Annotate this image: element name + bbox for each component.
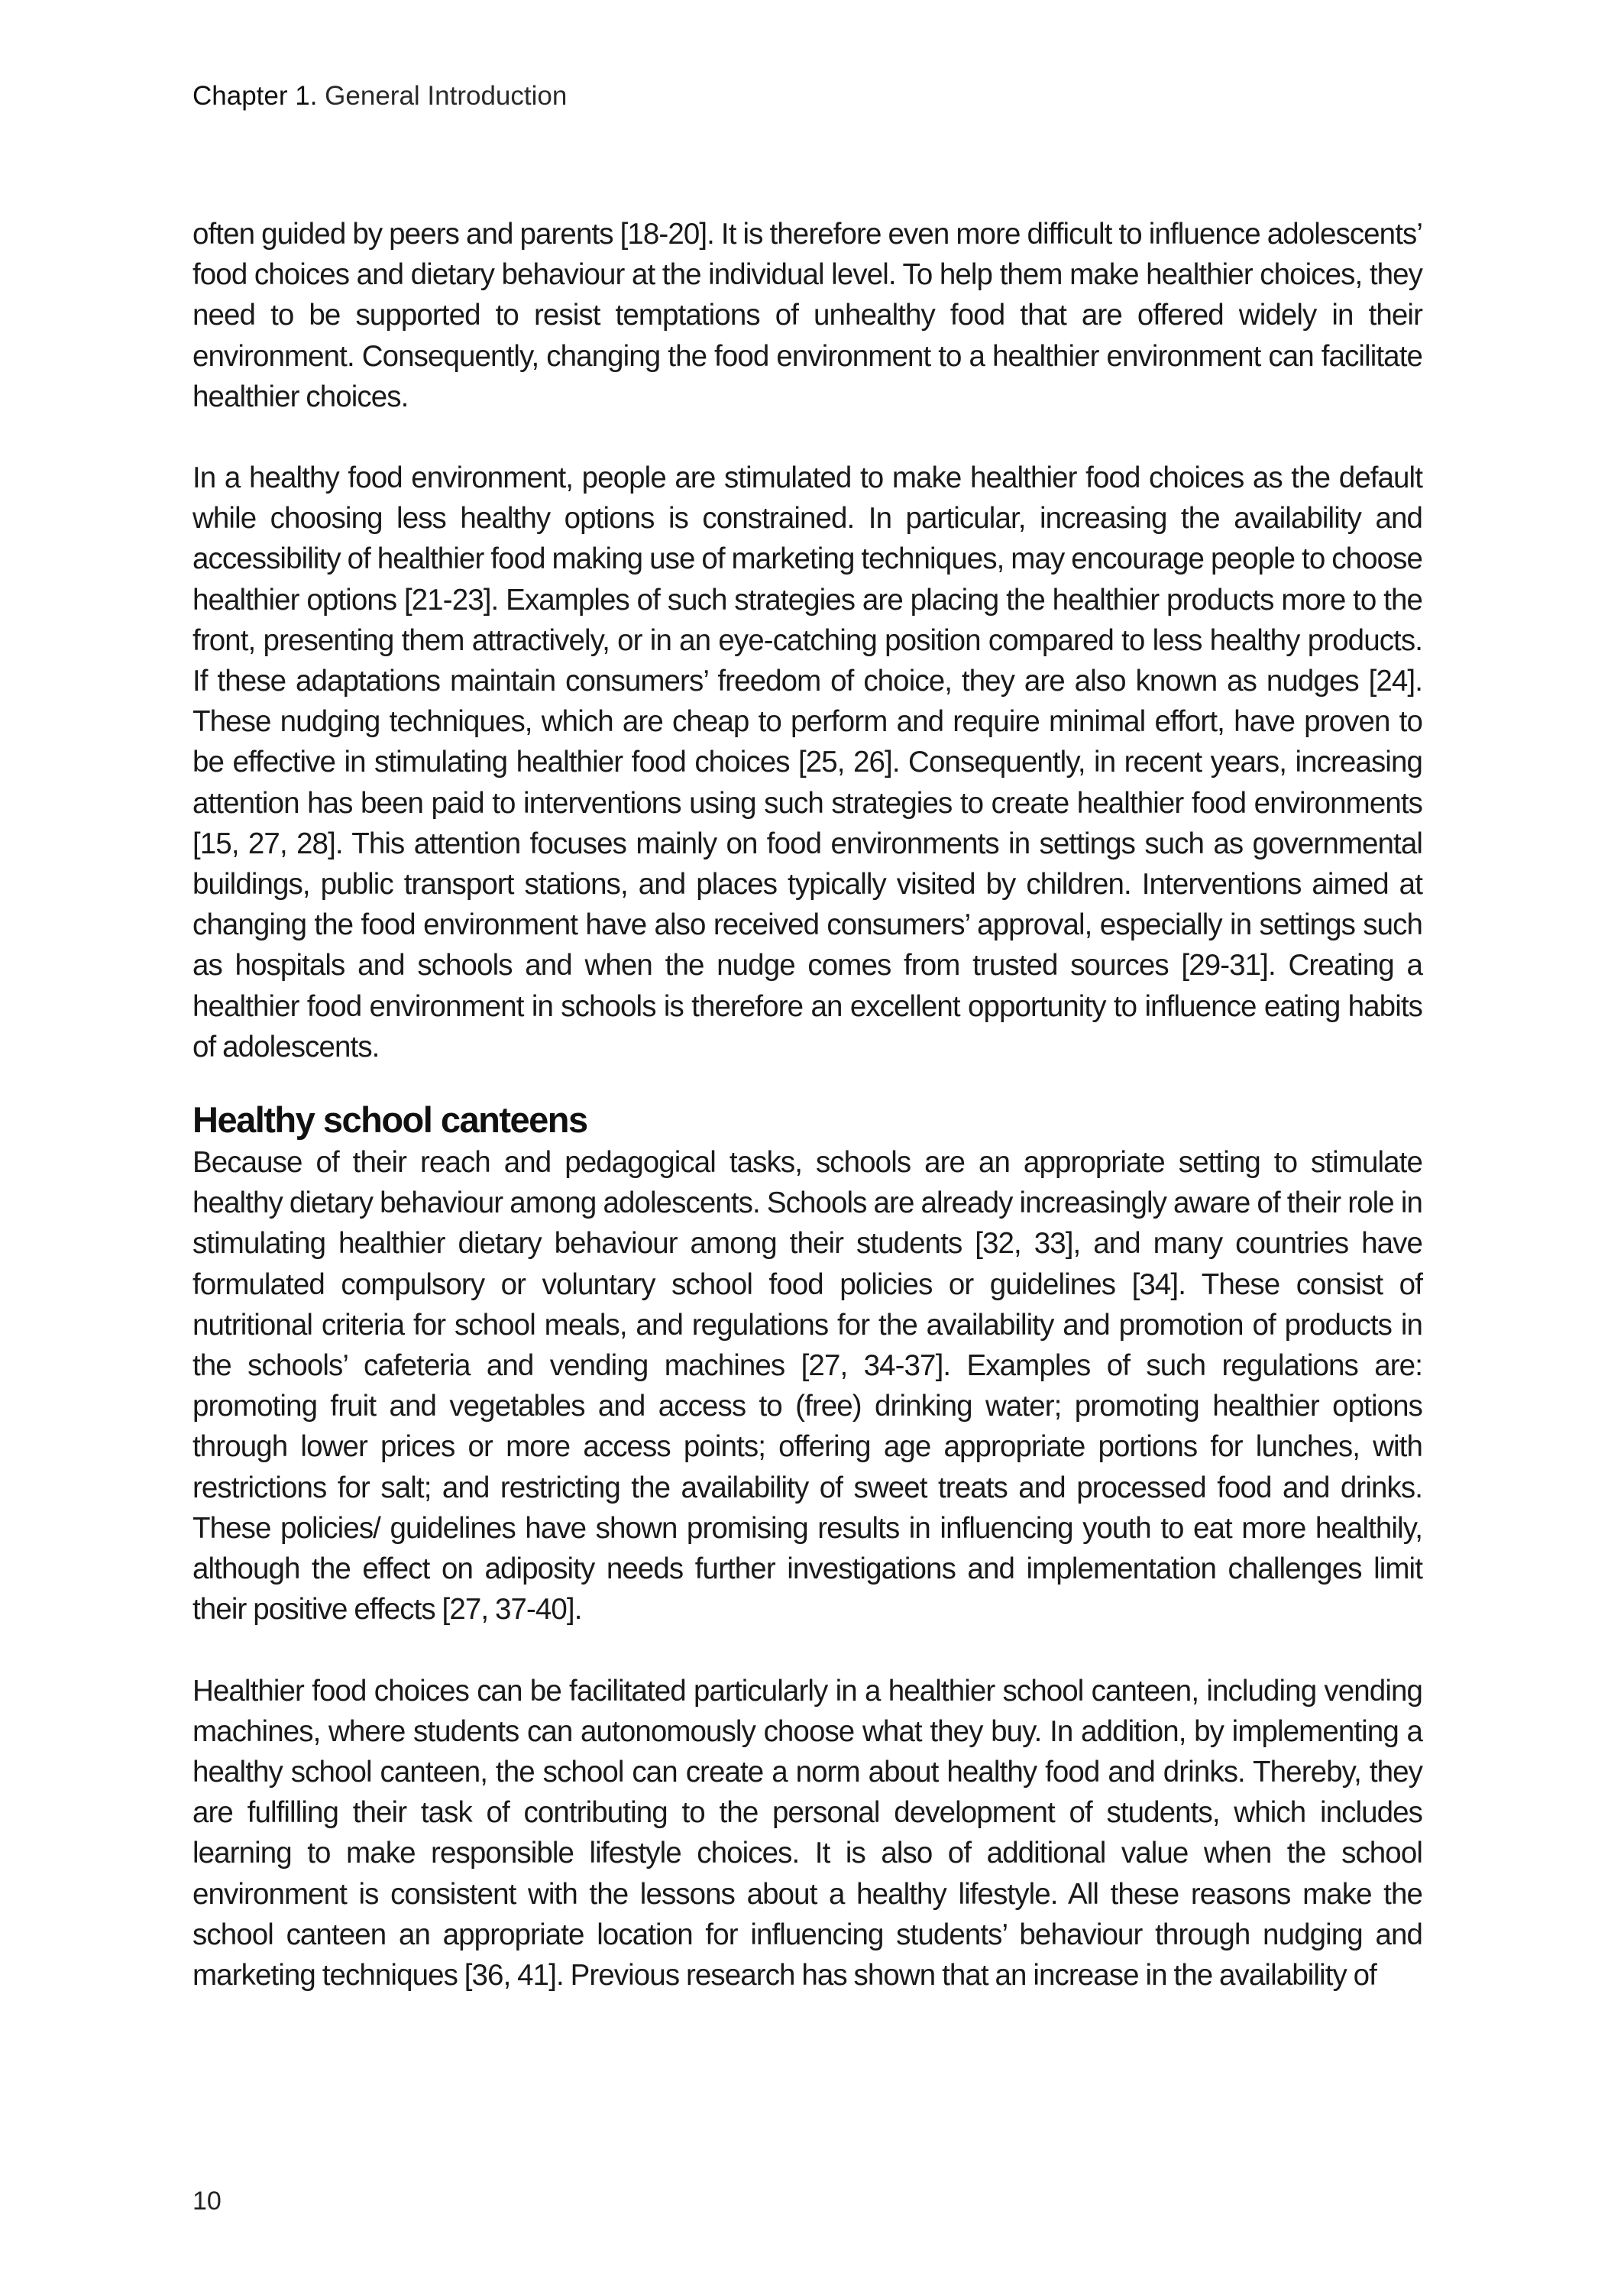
- running-header: [192, 81, 567, 112]
- page-number: 10: [192, 2187, 222, 2216]
- chapter-label: Chapter 1.: [192, 81, 318, 111]
- chapter-title: General Introduction: [325, 81, 568, 111]
- page-body: [192, 214, 1422, 1996]
- section-paragraph-2: Healthier food choices can be facilitated particularly in a healthier school canteen, including vending machines, where students can autonomously choose what they buy. In addition, by implementing a healthy school canteen, the school can create a norm about healthy food and drinks. Thereby, they are fulfilling their task of contributing to the personal development of students, which includes learning to make responsible lifestyle choices. It is also of additional value when the school environment is consistent with the lessons about a healthy lifestyle. All these reasons make the school canteen an appropriate location for influencing students’ behaviour through nudging and marketing techniques [36, 41]. Previous research has shown that an increase in the availability of: [192, 1674, 1422, 1992]
- body-paragraph-2: In a healthy food environment, people are stimulated to make healthier food choices as the default while choosing less healthy options is constrained. In particular, increasing the availability and accessibility of healthier food making use of marketing techniques, may encourage people to choose healthier options [21-23]. Examples of such strategies are placing the healthier products more to the front, presenting them attractively, or in an eye-catching position compared to less healthy products. If these adaptations maintain consumers’ freedom of choice, they are also known as nudges [24]. These nudging techniques, which are cheap to perform and require minimal effort, have proven to be effective in stimulating healthier food choices [25, 26]. Consequently, in recent years, increasing attention has been paid to interventions using such strategies to create healthier food environments [15, 27, 28]. This attention focuses mainly on food environments in settings such as governmental buildings, public transport stations, and places typically visited by children. Interventions aimed at changing the food environment have also received consumers’ approval, especially in settings such as hospitals and schools and when the nudge comes from trusted sources [29-31]. Creating a healthier food environment in schools is therefore an excellent opportunity to influence eating habits of adolescents.: [192, 461, 1422, 1063]
- section-heading: Healthy school canteens: [192, 1099, 587, 1141]
- section-paragraph-1: Because of their reach and pedagogical tasks, schools are an appropriate setting to stimulate healthy dietary behaviour among adolescents. Schools are already increasingly aware of their role in stimulating healthier dietary behaviour among their students [32, 33], and many countries have formulated compulsory or voluntary school food policies or guidelines [34]. These consist of nutritional criteria for school meals, and regulations for the availability and promotion of products in the schools’ cafeteria and vending machines [27, 34-37]. Examples of such regulations are: promoting fruit and vegetables and access to (free) drinking water; promoting healthier options through lower prices or more access points; offering age appropriate portions for lunches, with restrictions for salt; and restricting the availability of sweet treats and processed food and drinks. These policies/ guidelines have shown promising results in influencing youth to eat more healthily, although the effect on adiposity needs further investigations and implementation challenges limit their positive effects [27, 37-40].: [192, 1146, 1422, 1627]
- body-paragraph-1: often guided by peers and parents [18-20]. It is therefore even more difficult to influence adolescents’ food choices and dietary behaviour at the individual level. To help them make healthier choices, they need to be supported to resist temptations of unhealthy food that are offered widely in their environment. Consequently, changing the food environment to a healthier environment can facilitate healthier choices.: [192, 218, 1422, 413]
